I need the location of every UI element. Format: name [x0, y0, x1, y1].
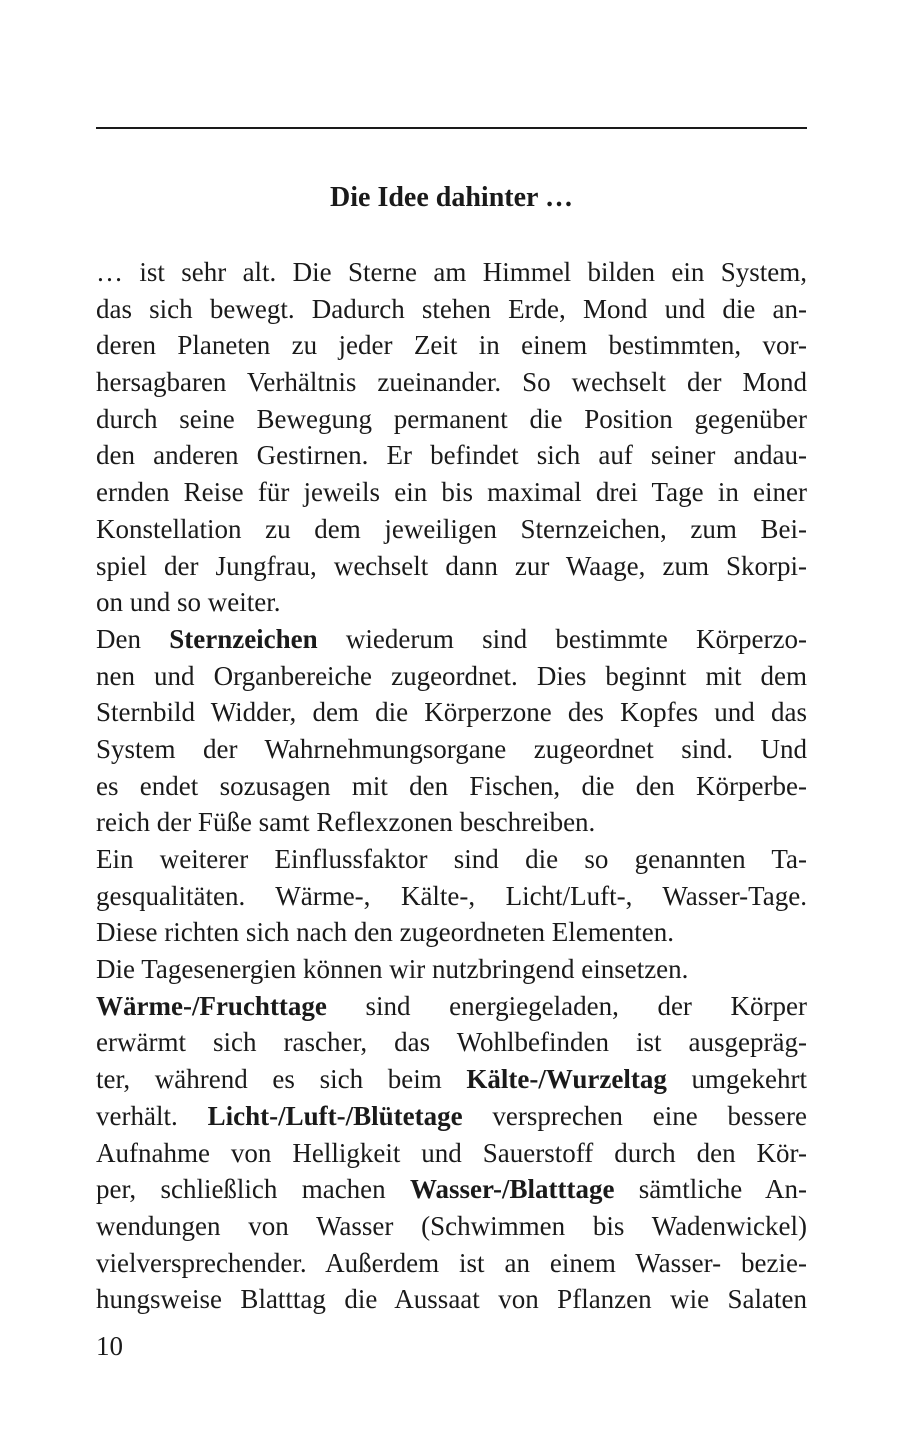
text-line: Den Sternzeichen wiederum sind bestimmte Körperzo-: [96, 623, 807, 654]
text-line: per, schließlich machen Wasser-/Blatttage sämtliche An-: [96, 1174, 808, 1205]
keyword-kaelte-wurzeltag: Kälte-/Wurzeltag: [466, 1064, 667, 1095]
body-text: [96, 254, 807, 1318]
text-line: es endet sozusagen mit den Fischen, die den Körperbe-: [96, 770, 807, 801]
text-line: Sternbild Widder, dem die Körperzone des Kopfes und das: [96, 697, 807, 728]
text-line: vielversprechender. Außerdem ist an einem Wasser- bezie-: [96, 1247, 807, 1278]
header-rule: [96, 127, 807, 129]
text-line: nen und Organbereiche zugeordnet. Dies beginnt mit dem: [96, 660, 807, 691]
text-line: hungsweise Blatttag die Aussaat von Pflanzen wie Salaten: [96, 1284, 807, 1315]
text-line: ter, während es sich beim Kälte-/Wurzeltag umgekehrt: [96, 1064, 808, 1095]
keyword-waerme-fruchttage: Wärme-/Fruchttage: [96, 990, 327, 1021]
text-line: System der Wahrnehmungsorgane zugeordnet sind. Und: [96, 733, 807, 764]
page-number: 10: [96, 1331, 123, 1361]
text-line: durch seine Bewegung permanent die Position gegenüber: [96, 403, 807, 434]
text-line: spiel der Jungfrau, wechselt dann zur Waage, zum Skorpi-: [96, 550, 807, 581]
text-line: Die Tagesenergien können wir nutzbringend einsetzen.: [96, 954, 689, 985]
text-line: Wärme-/Fruchttage sind energiegeladen, der Körper: [96, 990, 807, 1021]
text-line: Aufnahme von Helligkeit und Sauerstoff durch den Kör-: [96, 1137, 807, 1168]
text-line: verhält. Licht-/Luft-/Blütetage versprechen eine bessere: [96, 1100, 807, 1131]
text-line: erwärmt sich rascher, das Wohlbefinden ist ausgepräg-: [96, 1027, 807, 1058]
text-line: gesqualitäten. Wärme-, Kälte-, Licht/Luft-, Wasser-Tage.: [96, 880, 807, 911]
keyword-licht-luft-bluetetage: Licht-/Luft-/Blütetage: [207, 1100, 463, 1131]
text-line: Ein weiterer Einflussfaktor sind die so genannten Ta-: [96, 844, 807, 874]
text-line: hersagbaren Verhältnis zueinander. So wechselt der Mond: [96, 367, 807, 398]
text-line: Konstellation zu dem jeweiligen Sternzeichen, zum Bei-: [96, 513, 807, 544]
text-line: Diese richten sich nach den zugeordneten Elementen.: [96, 917, 675, 948]
text-line: den anderen Gestirnen. Er befindet sich auf seiner andau-: [96, 440, 807, 471]
text-line: wendungen von Wasser (Schwimmen bis Wadenwickel): [96, 1210, 807, 1241]
text-line: das sich bewegt. Dadurch stehen Erde, Mond und die an-: [96, 293, 807, 324]
chapter-title: Die Idee dahinter …: [330, 182, 573, 213]
keyword-wasser-blatttage: Wasser-/Blatttage: [409, 1174, 615, 1205]
text-line: … ist sehr alt. Die Sterne am Himmel bilden ein System,: [96, 257, 807, 287]
text-line: deren Planeten zu jeder Zeit in einem bestimmten, vor-: [96, 330, 807, 361]
keyword-sternzeichen: Sternzeichen: [169, 623, 318, 654]
text-line: reich der Füße samt Reflexzonen beschreiben.: [96, 807, 596, 838]
text-line: ernden Reise für jeweils ein bis maximal drei Tage in einer: [96, 477, 807, 508]
text-line: on und so weiter.: [96, 587, 281, 618]
